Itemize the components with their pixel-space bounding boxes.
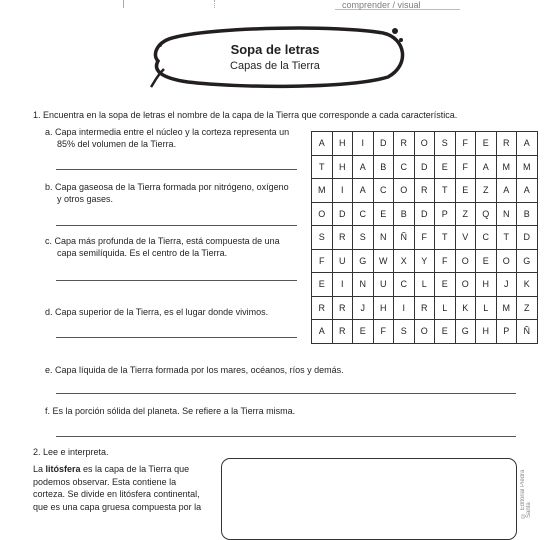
grid-cell[interactable]: M: [496, 155, 517, 179]
grid-cell[interactable]: M: [517, 155, 538, 179]
grid-row: [312, 132, 538, 156]
grid-cell[interactable]: F: [373, 320, 394, 344]
skill-label: comprender / visual: [342, 0, 421, 10]
item-c-line-2: capa semilíquida. Es el centro de la Tierra.: [57, 248, 228, 258]
grid-cell[interactable]: O: [312, 202, 333, 226]
title-badge-outline: [148, 25, 408, 90]
grid-cell[interactable]: R: [312, 296, 333, 320]
grid-cell[interactable]: B: [394, 202, 415, 226]
paragraph-line-1: [33, 463, 218, 476]
grid-cell[interactable]: S: [435, 132, 456, 156]
grid-cell[interactable]: D: [517, 226, 538, 250]
grid-cell[interactable]: P: [435, 202, 456, 226]
grid-cell[interactable]: O: [414, 320, 435, 344]
grid-cell[interactable]: T: [496, 226, 517, 250]
grid-cell[interactable]: H: [332, 155, 353, 179]
answer-line-d[interactable]: [56, 337, 297, 338]
grid-cell[interactable]: P: [496, 320, 517, 344]
grid-cell[interactable]: I: [353, 132, 374, 156]
grid-cell[interactable]: J: [353, 296, 374, 320]
paragraph-line-1-rest: es la capa de la Tierra que: [80, 464, 190, 474]
grid-cell[interactable]: C: [373, 179, 394, 203]
item-f: [45, 405, 505, 417]
grid-cell[interactable]: A: [353, 179, 374, 203]
grid-cell[interactable]: F: [414, 226, 435, 250]
grid-row: [312, 249, 538, 273]
grid-cell[interactable]: E: [312, 273, 333, 297]
grid-cell[interactable]: E: [353, 320, 374, 344]
item-a: [45, 126, 303, 150]
grid-cell[interactable]: D: [414, 202, 435, 226]
grid-cell[interactable]: R: [332, 226, 353, 250]
grid-cell[interactable]: T: [435, 179, 456, 203]
grid-cell[interactable]: Ñ: [517, 320, 538, 344]
grid-cell[interactable]: A: [517, 132, 538, 156]
grid-cell[interactable]: I: [332, 273, 353, 297]
grid-row: [312, 202, 538, 226]
grid-cell[interactable]: S: [312, 226, 333, 250]
grid-cell[interactable]: E: [435, 320, 456, 344]
grid-cell[interactable]: S: [353, 226, 374, 250]
question-2-prompt: 2. Lee e interpreta.: [33, 447, 109, 457]
badge-title: Sopa de letras: [230, 42, 320, 57]
badge-subtitle: Capas de la Tierra: [230, 60, 320, 72]
header-dotted-divider: [214, 0, 215, 8]
grid-cell[interactable]: B: [517, 202, 538, 226]
grid-cell[interactable]: E: [435, 273, 456, 297]
grid-cell[interactable]: L: [435, 296, 456, 320]
grid-cell[interactable]: G: [517, 249, 538, 273]
grid-cell[interactable]: Ñ: [394, 226, 415, 250]
grid-cell[interactable]: H: [373, 296, 394, 320]
answer-box[interactable]: [221, 458, 517, 540]
grid-cell[interactable]: L: [414, 273, 435, 297]
grid-cell[interactable]: I: [332, 179, 353, 203]
paragraph-line-4: que es una capa gruesa compuesta por la: [33, 501, 202, 512]
grid-cell[interactable]: E: [455, 179, 476, 203]
grid-cell[interactable]: G: [353, 249, 374, 273]
grid-cell[interactable]: F: [455, 132, 476, 156]
grid-cell[interactable]: K: [455, 296, 476, 320]
grid-cell[interactable]: O: [496, 249, 517, 273]
grid-cell[interactable]: E: [476, 249, 497, 273]
grid-cell[interactable]: H: [476, 273, 497, 297]
grid-row: [312, 155, 538, 179]
answer-line-e[interactable]: [56, 393, 516, 394]
grid-cell[interactable]: A: [312, 132, 333, 156]
grid-cell[interactable]: V: [455, 226, 476, 250]
grid-cell[interactable]: R: [414, 296, 435, 320]
grid-cell[interactable]: D: [332, 202, 353, 226]
answer-line-f[interactable]: [56, 436, 516, 437]
grid-cell[interactable]: U: [373, 273, 394, 297]
grid-cell[interactable]: A: [517, 179, 538, 203]
paragraph-lead: La: [33, 464, 46, 474]
grid-row: [312, 226, 538, 250]
grid-cell[interactable]: U: [332, 249, 353, 273]
grid-cell[interactable]: T: [435, 226, 456, 250]
grid-cell[interactable]: H: [332, 132, 353, 156]
item-e: [45, 364, 505, 376]
grid-cell[interactable]: Z: [455, 202, 476, 226]
item-b-line-2: y otros gases.: [57, 194, 114, 204]
header-divider: [123, 0, 124, 8]
grid-row: [312, 273, 538, 297]
grid-cell[interactable]: R: [496, 132, 517, 156]
grid-row: [312, 179, 538, 203]
item-c: [45, 235, 303, 259]
reading-paragraph: [33, 463, 218, 513]
item-b: [45, 181, 303, 205]
grid-cell[interactable]: H: [476, 320, 497, 344]
item-e-line-1: e. Capa líquida de la Tierra formada por los mares, océanos, ríos y demás.: [45, 365, 344, 375]
paragraph-line-3: corteza. Se divide en litósfera continental,: [33, 489, 200, 499]
grid-cell[interactable]: G: [455, 320, 476, 344]
grid-cell[interactable]: A: [476, 155, 497, 179]
grid-cell[interactable]: R: [414, 179, 435, 203]
item-b-line-1: b. Capa gaseosa de la Tierra formada por nitrógeno, oxígeno: [45, 182, 289, 192]
grid-cell[interactable]: C: [353, 202, 374, 226]
grid-cell[interactable]: Z: [517, 296, 538, 320]
grid-cell[interactable]: N: [373, 226, 394, 250]
grid-cell[interactable]: B: [373, 155, 394, 179]
question-1-prompt: 1. Encuentra en la sopa de letras el nombre de la capa de la Tierra que corresponde a cada característica.: [33, 110, 458, 120]
grid-cell[interactable]: F: [312, 249, 333, 273]
grid-cell[interactable]: C: [394, 155, 415, 179]
publisher-credit: © Editorial Piedra Santa: [520, 469, 532, 518]
grid-cell[interactable]: N: [496, 202, 517, 226]
grid-cell[interactable]: D: [414, 155, 435, 179]
item-d-line-1: d. Capa superior de la Tierra, es el lugar donde vivimos.: [45, 307, 269, 317]
grid-cell[interactable]: M: [496, 296, 517, 320]
grid-cell[interactable]: J: [496, 273, 517, 297]
grid-cell[interactable]: E: [435, 155, 456, 179]
grid-row: [312, 296, 538, 320]
grid-cell[interactable]: L: [476, 296, 497, 320]
grid-cell[interactable]: D: [373, 132, 394, 156]
grid-cell[interactable]: C: [394, 273, 415, 297]
grid-cell[interactable]: A: [353, 155, 374, 179]
paragraph-line-2: podemos observar. Esta contiene la: [33, 476, 177, 487]
grid-cell[interactable]: R: [394, 132, 415, 156]
grid-cell[interactable]: R: [332, 320, 353, 344]
grid-cell[interactable]: C: [476, 226, 497, 250]
grid-cell[interactable]: Y: [414, 249, 435, 273]
answer-line-c[interactable]: [56, 280, 297, 281]
item-d: [45, 306, 307, 318]
grid-row: [312, 320, 538, 344]
grid-cell[interactable]: Q: [476, 202, 497, 226]
grid-cell[interactable]: M: [312, 179, 333, 203]
item-f-line-1: f. Es la porción sólida del planeta. Se refiere a la Tierra misma.: [45, 406, 296, 416]
grid-cell[interactable]: O: [455, 273, 476, 297]
grid-cell[interactable]: F: [435, 249, 456, 273]
grid-cell[interactable]: N: [353, 273, 374, 297]
grid-cell[interactable]: W: [373, 249, 394, 273]
grid-cell[interactable]: T: [312, 155, 333, 179]
grid-cell[interactable]: O: [414, 132, 435, 156]
item-c-line-1: c. Capa más profunda de la Tierra, está compuesta de una: [45, 236, 280, 246]
grid-cell[interactable]: I: [394, 296, 415, 320]
grid-cell[interactable]: O: [455, 249, 476, 273]
grid-cell[interactable]: A: [312, 320, 333, 344]
item-a-line-2: 85% del volumen de la Tierra.: [57, 139, 177, 149]
grid-cell[interactable]: E: [476, 132, 497, 156]
term-litosfera: litósfera: [45, 464, 81, 474]
item-a-line-1: a. Capa intermedia entre el núcleo y la corteza representa un: [45, 127, 290, 137]
answer-line-a[interactable]: [56, 169, 297, 170]
grid-cell[interactable]: Z: [476, 179, 497, 203]
answer-line-b[interactable]: [56, 225, 297, 226]
grid-cell[interactable]: X: [394, 249, 415, 273]
grid-cell[interactable]: E: [373, 202, 394, 226]
word-search-grid: [311, 131, 538, 344]
grid-cell[interactable]: R: [332, 296, 353, 320]
grid-cell[interactable]: K: [517, 273, 538, 297]
grid-cell[interactable]: S: [394, 320, 415, 344]
grid-cell[interactable]: A: [496, 179, 517, 203]
grid-cell[interactable]: O: [394, 179, 415, 203]
grid-cell[interactable]: F: [455, 155, 476, 179]
